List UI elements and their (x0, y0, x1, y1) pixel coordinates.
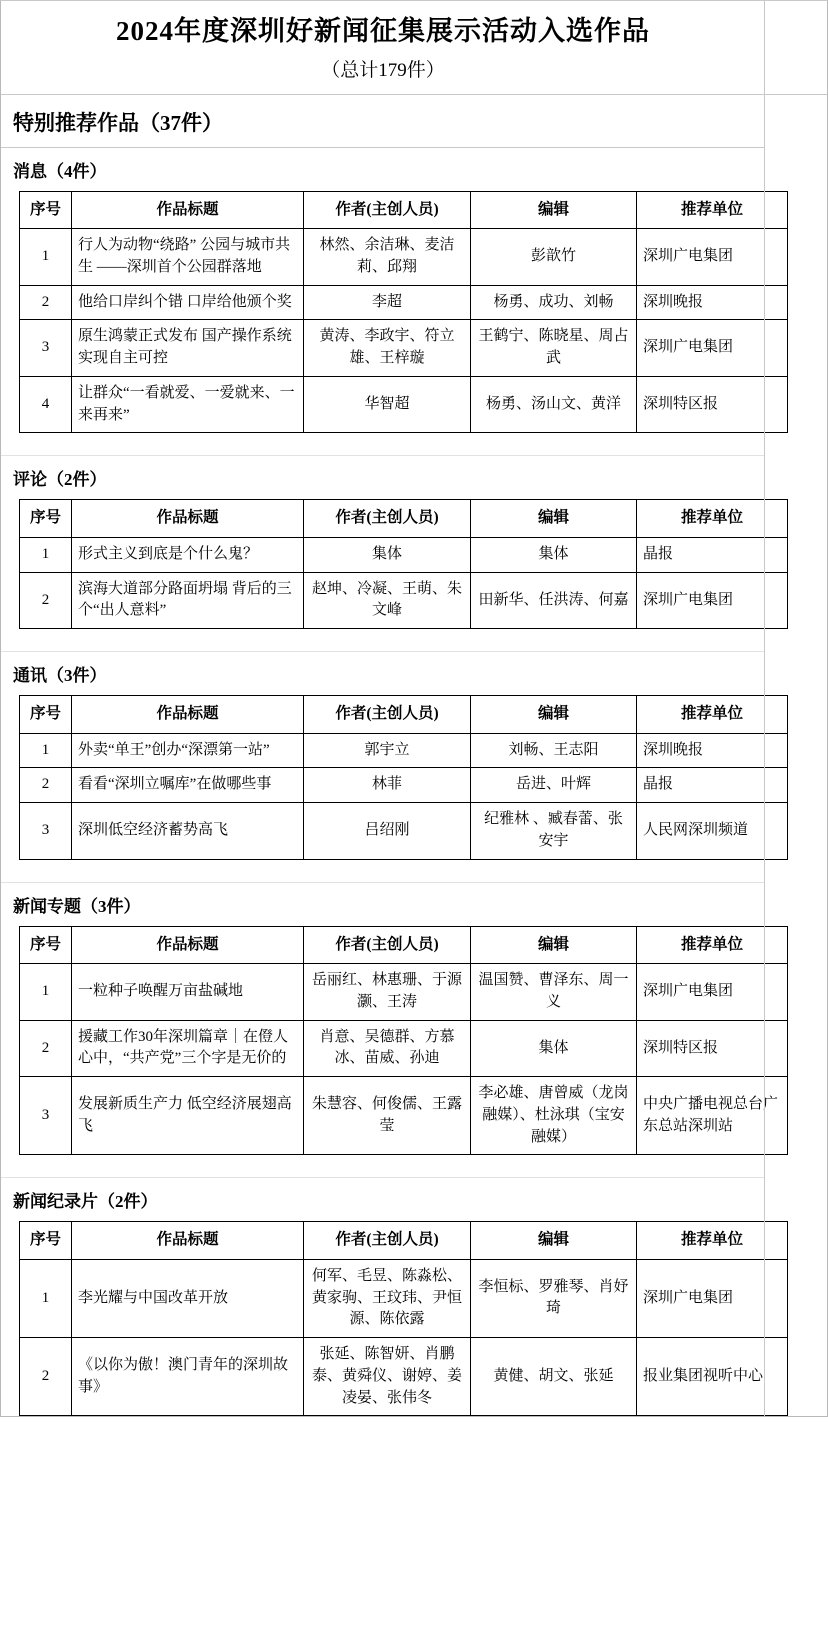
cell-editor: 杨勇、汤山文、黄洋 (471, 376, 637, 433)
table-row (20, 229, 788, 286)
cell-unit: 报业集团视听中心 (637, 1338, 788, 1416)
col-header-editor: 编辑 (471, 500, 637, 537)
col-header-index: 序号 (20, 500, 72, 537)
section-heading: 新闻纪录片（2件） (13, 1192, 158, 1212)
cell-index: 2 (20, 1020, 72, 1077)
cell-author: 何军、毛昱、陈淼松、黄家驹、王玟玮、尹恒源、陈依露 (304, 1259, 471, 1337)
cell-title: 形式主义到底是个什么鬼？ (72, 537, 304, 572)
cell-title: 深圳低空经济蓄势高飞 (72, 803, 304, 860)
col-header-author: 作者(主创人员) (304, 696, 471, 733)
cell-editor: 彭歆竹 (471, 229, 637, 286)
table-row (20, 285, 788, 320)
section-block (1, 652, 765, 859)
table-header-row (20, 500, 788, 537)
cell-index: 4 (20, 376, 72, 433)
col-header-unit: 推荐单位 (637, 191, 788, 228)
section-block (1, 1178, 765, 1416)
cell-editor: 王鹤宁、陈晓星、周占武 (471, 320, 637, 377)
col-header-unit: 推荐单位 (637, 1222, 788, 1259)
table-row (20, 803, 788, 860)
cell-editor: 纪雅林 、臧春蕾、张安宇 (471, 803, 637, 860)
cell-editor: 集体 (471, 537, 637, 572)
document-body (1, 95, 827, 1417)
table-row (20, 1020, 788, 1077)
cell-unit: 深圳晚报 (637, 285, 788, 320)
section-block (1, 148, 765, 434)
cell-title: 援藏工作30年深圳篇章｜在僜人心中，“共产党”三个字是无价的 (72, 1020, 304, 1077)
cell-index: 3 (20, 1077, 72, 1155)
col-header-author: 作者(主创人员) (304, 1222, 471, 1259)
col-header-title: 作品标题 (72, 191, 304, 228)
col-header-index: 序号 (20, 1222, 72, 1259)
cell-index: 1 (20, 537, 72, 572)
col-header-author: 作者(主创人员) (304, 191, 471, 228)
cell-index: 2 (20, 768, 72, 803)
document-header (1, 1, 827, 95)
page-title: 2024年度深圳好新闻征集展示活动入选作品 (116, 16, 650, 46)
cell-author: 林菲 (304, 768, 471, 803)
cell-author: 林然、余洁琳、麦洁莉、邱翔 (304, 229, 471, 286)
awards-table (19, 695, 788, 859)
col-header-title: 作品标题 (72, 1222, 304, 1259)
cell-editor: 岳进、叶辉 (471, 768, 637, 803)
cell-editor: 黄健、胡文、张延 (471, 1338, 637, 1416)
table-header-row (20, 926, 788, 963)
cell-unit: 深圳特区报 (637, 376, 788, 433)
cell-index: 1 (20, 229, 72, 286)
table-row (20, 1077, 788, 1155)
cell-editor: 李恒标、罗雅琴、肖妤琦 (471, 1259, 637, 1337)
awards-table (19, 1221, 788, 1416)
cell-editor: 温国赞、曹泽东、周一义 (471, 964, 637, 1021)
cell-author: 岳丽红、林惠珊、于源灏、王涛 (304, 964, 471, 1021)
cell-unit: 深圳广电集团 (637, 964, 788, 1021)
section-block (1, 883, 779, 1156)
col-header-unit: 推荐单位 (637, 500, 788, 537)
cell-unit: 人民网深圳频道 (637, 803, 788, 860)
cell-title: 让群众“一看就爱、一爱就来、一来再来” (72, 376, 304, 433)
cell-editor: 刘畅、王志阳 (471, 733, 637, 768)
cell-unit: 晶报 (637, 537, 788, 572)
section-gap (1, 433, 765, 456)
col-header-unit: 推荐单位 (637, 926, 788, 963)
table-row (20, 768, 788, 803)
cell-editor: 杨勇、成功、刘畅 (471, 285, 637, 320)
cell-index: 1 (20, 733, 72, 768)
col-header-index: 序号 (20, 696, 72, 733)
col-header-editor: 编辑 (471, 696, 637, 733)
table-row (20, 572, 788, 629)
table-header-row (20, 1222, 788, 1259)
cell-title: 他给口岸纠个错 口岸给他颁个奖 (72, 285, 304, 320)
cell-index: 2 (20, 1338, 72, 1416)
table-row (20, 537, 788, 572)
cell-author: 李超 (304, 285, 471, 320)
cell-author: 肖意、吴德群、方慕冰、苗威、孙迪 (304, 1020, 471, 1077)
cell-unit: 晶报 (637, 768, 788, 803)
col-header-editor: 编辑 (471, 926, 637, 963)
col-header-unit: 推荐单位 (637, 696, 788, 733)
cell-title: 外卖“单王”创办“深漂第一站” (72, 733, 304, 768)
cell-author: 华智超 (304, 376, 471, 433)
cell-author: 郭宇立 (304, 733, 471, 768)
cell-unit: 深圳广电集团 (637, 1259, 788, 1337)
section-gap (1, 860, 765, 883)
col-header-index: 序号 (20, 926, 72, 963)
col-header-title: 作品标题 (72, 500, 304, 537)
cell-index: 3 (20, 803, 72, 860)
page-subtitle: （总计179件） (321, 59, 445, 81)
table-row (20, 733, 788, 768)
table-row (20, 1259, 788, 1337)
cell-title: 行人为动物“绕路” 公园与城市共生 ——深圳首个公园群落地 (72, 229, 304, 286)
section-heading: 评论（2件） (13, 470, 107, 490)
col-header-editor: 编辑 (471, 1222, 637, 1259)
cell-unit: 深圳广电集团 (637, 320, 788, 377)
cell-index: 1 (20, 1259, 72, 1337)
cell-author: 黄涛、李政宇、符立雄、王梓璇 (304, 320, 471, 377)
cell-title: 看看“深圳立嘱库”在做哪些事 (72, 768, 304, 803)
col-header-index: 序号 (20, 191, 72, 228)
table-row (20, 1338, 788, 1416)
document-content (1, 95, 827, 1417)
section-heading: 通讯（3件） (13, 666, 107, 686)
awards-table (19, 191, 788, 434)
cell-title: 一粒种子唤醒万亩盐碱地 (72, 964, 304, 1021)
cell-unit: 中央广播电视总台广东总站深圳站 (637, 1077, 788, 1155)
major-section-heading: 特别推荐作品（37件） (1, 95, 765, 148)
cell-title: 发展新质生产力 低空经济展翅高飞 (72, 1077, 304, 1155)
cell-index: 1 (20, 964, 72, 1021)
col-header-author: 作者(主创人员) (304, 500, 471, 537)
table-row (20, 320, 788, 377)
cell-editor: 田新华、任洪涛、何嘉 (471, 572, 637, 629)
cell-title: 滨海大道部分路面坍塌 背后的三个“出人意料” (72, 572, 304, 629)
cell-editor: 李必雄、唐曾威（龙岗融媒）、杜泳琪（宝安融媒） (471, 1077, 637, 1155)
cell-title: 《以你为傲！澳门青年的深圳故事》 (72, 1338, 304, 1416)
cell-index: 2 (20, 572, 72, 629)
cell-author: 吕绍刚 (304, 803, 471, 860)
col-header-title: 作品标题 (72, 926, 304, 963)
cell-index: 2 (20, 285, 72, 320)
cell-author: 集体 (304, 537, 471, 572)
cell-title: 李光耀与中国改革开放 (72, 1259, 304, 1337)
header-right-rail (764, 1, 827, 94)
table-row (20, 964, 788, 1021)
table-header-row (20, 191, 788, 228)
section-heading: 消息（4件） (13, 161, 107, 181)
col-header-editor: 编辑 (471, 191, 637, 228)
cell-title: 原生鸿蒙正式发布 国产操作系统实现自主可控 (72, 320, 304, 377)
table-row (20, 376, 788, 433)
cell-index: 3 (20, 320, 72, 377)
cell-author: 赵坤、冷凝、王萌、朱文峰 (304, 572, 471, 629)
section-gap (1, 1155, 765, 1178)
cell-unit: 深圳广电集团 (637, 572, 788, 629)
cell-unit: 深圳广电集团 (637, 229, 788, 286)
cell-author: 朱慧容、何俊儒、王露莹 (304, 1077, 471, 1155)
table-header-row (20, 696, 788, 733)
section-block (1, 456, 765, 629)
cell-editor: 集体 (471, 1020, 637, 1077)
col-header-author: 作者(主创人员) (304, 926, 471, 963)
cell-author: 张延、陈智妍、肖鹏泰、黄舜仪、谢婷、姜凌晏、张伟冬 (304, 1338, 471, 1416)
col-header-title: 作品标题 (72, 696, 304, 733)
cell-unit: 深圳特区报 (637, 1020, 788, 1077)
awards-table (19, 499, 788, 629)
cell-unit: 深圳晚报 (637, 733, 788, 768)
section-heading: 新闻专题（3件） (13, 896, 141, 916)
section-gap (1, 629, 765, 652)
awards-table (19, 926, 788, 1156)
